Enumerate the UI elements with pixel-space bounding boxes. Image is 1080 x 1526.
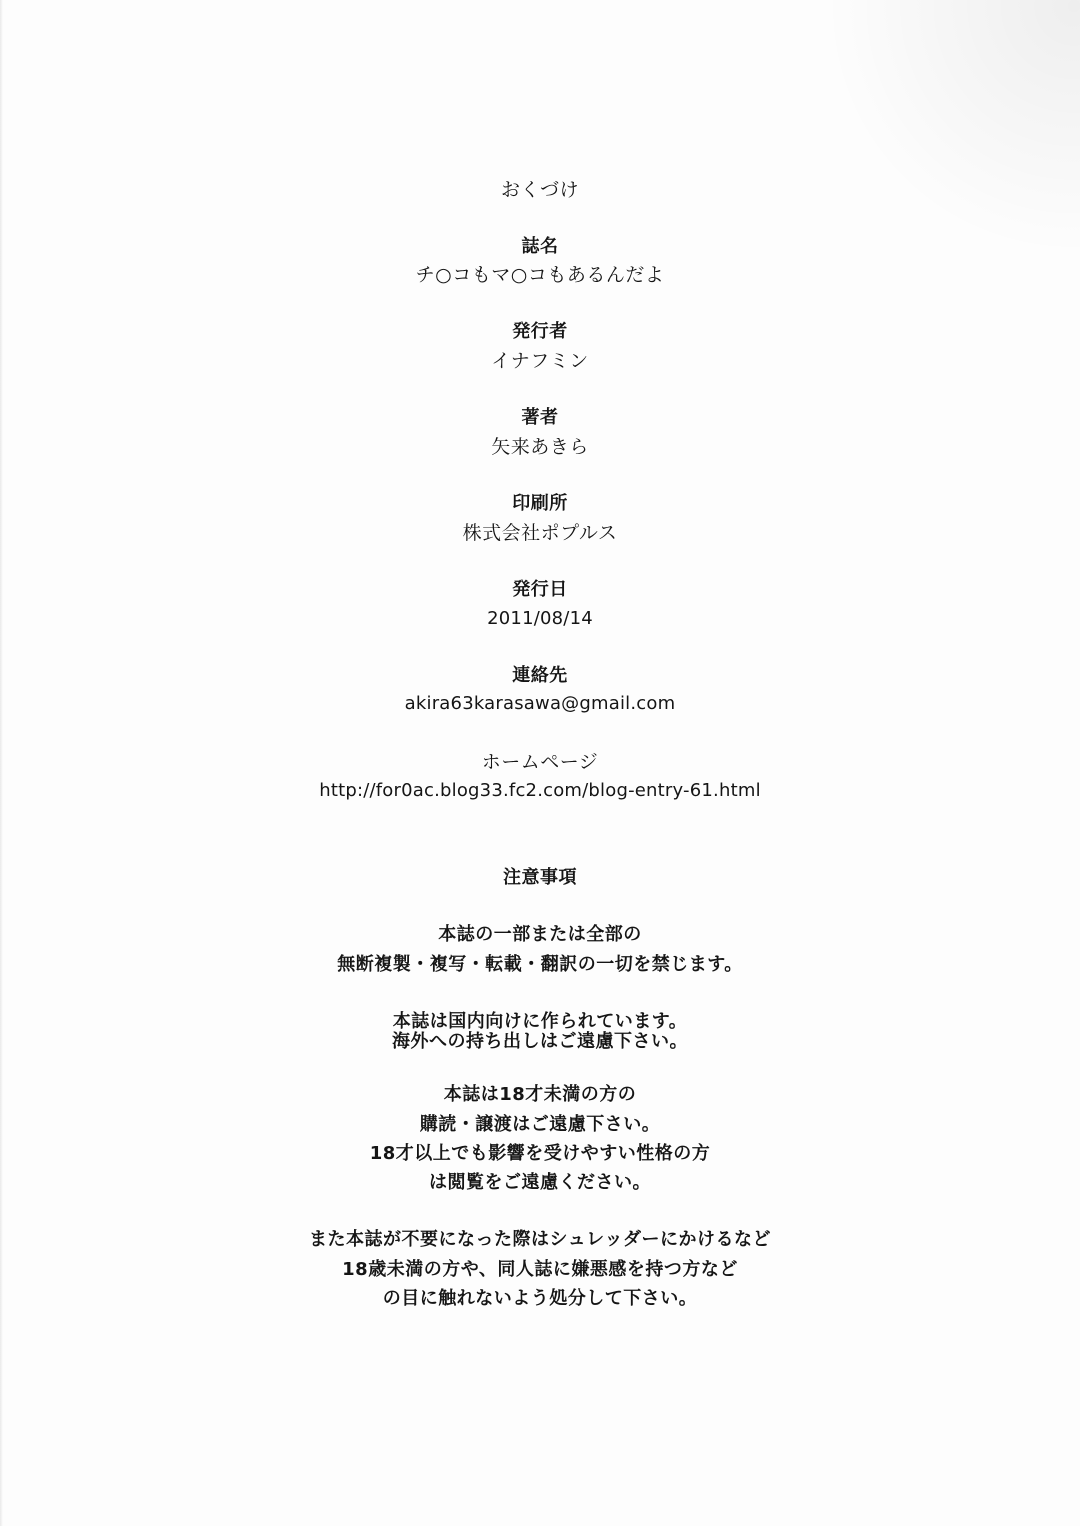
homepage-value: http://for0ac.blog33.fc2.com/blog-entry-61.html [319, 780, 761, 801]
title-label: 誌名 [521, 236, 559, 257]
title-value: チ○コもマ○コもあるんだよ [415, 264, 665, 286]
notes-heading: 注意事項 [503, 867, 577, 888]
colophon-heading: おくづけ [500, 179, 579, 201]
date-label: 発行日 [512, 579, 568, 600]
notice-line: 18歳未満の方や、同人誌に嫌悪感を持つ方など [342, 1259, 738, 1280]
author-label: 著者 [521, 407, 559, 428]
homepage-label: ホームページ [481, 751, 599, 773]
notice-line: 無断複製・複写・転載・翻訳の一切を禁じます。 [337, 954, 743, 975]
notice-line: 海外への持ち出しはご遠慮下さい。 [392, 1031, 688, 1052]
notice-line: 本誌は国内向けに作られています。 [392, 1011, 688, 1032]
notice-line: 18才以上でも影響を受けやすい性格の方 [369, 1143, 711, 1164]
notice-line: の目に触れないよう処分して下さい。 [382, 1288, 698, 1309]
author-value: 矢来あきら [491, 436, 589, 458]
notice-line: また本誌が不要になった際はシュレッダーにかけるなど [309, 1229, 771, 1250]
publisher-label: 発行者 [512, 321, 568, 342]
contact-label: 連絡先 [512, 665, 568, 686]
publisher-value: イナフミン [491, 350, 589, 372]
notice-line: は閲覧をご遠慮ください。 [429, 1172, 651, 1193]
printer-value: 株式会社ポプルス [462, 522, 618, 544]
notice-line: 本誌の一部または全部の [438, 924, 642, 945]
contact-value: akira63karasawa@gmail.com [404, 693, 676, 714]
date-value: 2011/08/14 [487, 608, 593, 629]
notice-line: 購読・譲渡はご遠慮下さい。 [419, 1114, 661, 1135]
printer-label: 印刷所 [512, 493, 568, 514]
notice-line: 本誌は18才未満の方の [443, 1084, 637, 1105]
